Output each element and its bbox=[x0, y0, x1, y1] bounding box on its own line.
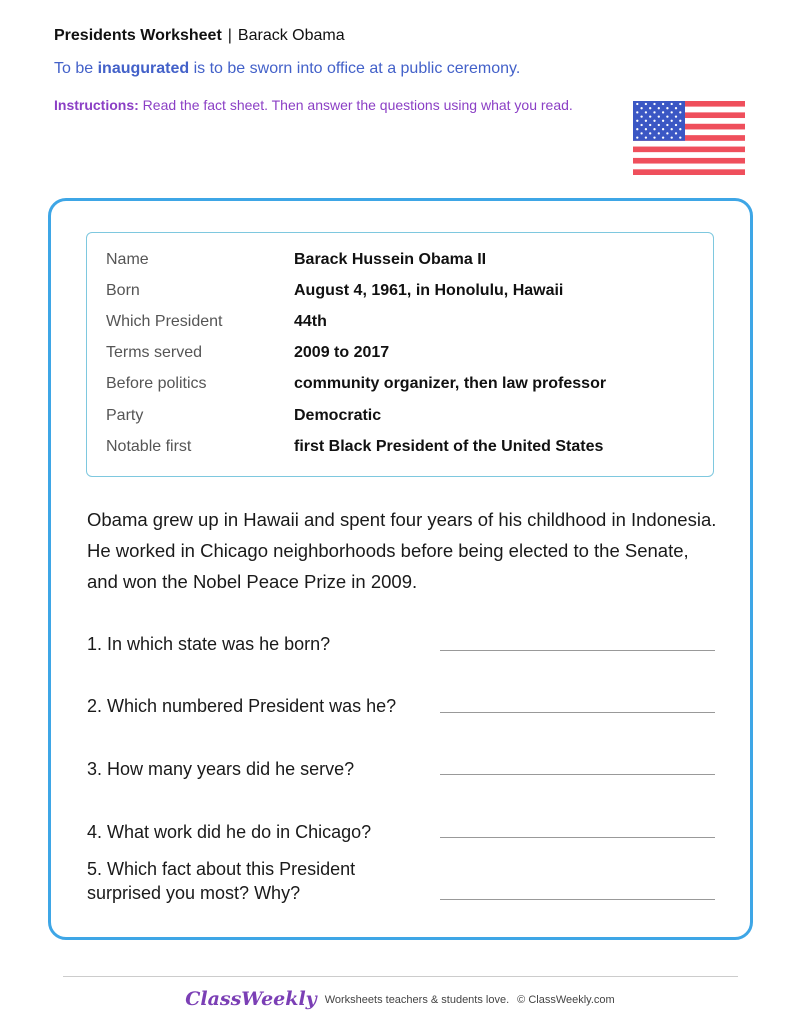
answer-line-5[interactable] bbox=[440, 899, 715, 900]
fact-row bbox=[87, 282, 713, 306]
fact-row bbox=[87, 407, 713, 431]
question-3: 3. How many years did he serve? bbox=[87, 759, 355, 779]
fact-row bbox=[87, 438, 713, 462]
footer-divider bbox=[63, 976, 738, 977]
fact-value: first Black President of the United States bbox=[294, 438, 604, 455]
footer bbox=[0, 988, 800, 1010]
vocab-word: inaugurated bbox=[97, 60, 190, 77]
worksheet-title: Presidents Worksheet bbox=[54, 27, 222, 44]
fact-row bbox=[87, 251, 713, 275]
vocab-prefix: To be bbox=[54, 60, 98, 77]
brand-logo: ClassWeekly bbox=[185, 988, 317, 1010]
fact-label: Before politics bbox=[106, 375, 207, 392]
fact-value: 44th bbox=[294, 313, 327, 330]
fact-label: Name bbox=[106, 251, 149, 268]
instructions-label: Instructions: bbox=[54, 97, 139, 113]
fact-label: Terms served bbox=[106, 344, 203, 361]
question-5: 5. Which fact about this President surprised you most? Why? bbox=[87, 859, 356, 903]
us-flag-icon bbox=[633, 101, 745, 175]
fact-label: Notable first bbox=[106, 438, 192, 455]
fact-label: Party bbox=[106, 407, 144, 424]
biography-paragraph: Obama grew up in Hawaii and spent four years of his childhood in Indonesia. He worked in Chicago neighborhoods before being elected to the Senate, and won the Nobel Peace Prize in 2009. bbox=[87, 509, 717, 592]
answer-line-1[interactable] bbox=[440, 650, 715, 651]
header-separator: | bbox=[227, 27, 232, 44]
fact-table bbox=[86, 232, 714, 477]
fact-value: community organizer, then law professor bbox=[294, 375, 607, 392]
fact-label: Which President bbox=[106, 313, 223, 330]
fact-row bbox=[87, 375, 713, 399]
worksheet-subject: Barack Obama bbox=[237, 27, 345, 44]
footer-copyright: © ClassWeekly.com bbox=[517, 994, 615, 1006]
instructions-text: Read the fact sheet. Then answer the questions using what you read. bbox=[138, 97, 573, 113]
vocab-definition bbox=[54, 60, 520, 78]
answer-line-4[interactable] bbox=[440, 837, 715, 838]
question-4: 4. What work did he do in Chicago? bbox=[87, 822, 372, 842]
worksheet-header bbox=[54, 27, 345, 45]
vocab-suffix: is to be sworn into office at a public ceremony. bbox=[189, 60, 521, 77]
fact-row bbox=[87, 313, 713, 337]
footer-tagline: Worksheets teachers & students love. bbox=[324, 994, 510, 1006]
fact-value: 2009 to 2017 bbox=[294, 344, 390, 361]
fact-label: Born bbox=[106, 282, 140, 299]
answer-line-3[interactable] bbox=[440, 774, 715, 775]
question-1: 1. In which state was he born? bbox=[87, 634, 331, 654]
instructions bbox=[54, 94, 594, 116]
fact-value: Barack Hussein Obama II bbox=[294, 251, 487, 268]
fact-value: August 4, 1961, in Honolulu, Hawaii bbox=[294, 282, 564, 299]
fact-value: Democratic bbox=[294, 407, 382, 424]
answer-line-2[interactable] bbox=[440, 712, 715, 713]
fact-row bbox=[87, 344, 713, 368]
question-2: 2. Which numbered President was he? bbox=[87, 696, 397, 716]
